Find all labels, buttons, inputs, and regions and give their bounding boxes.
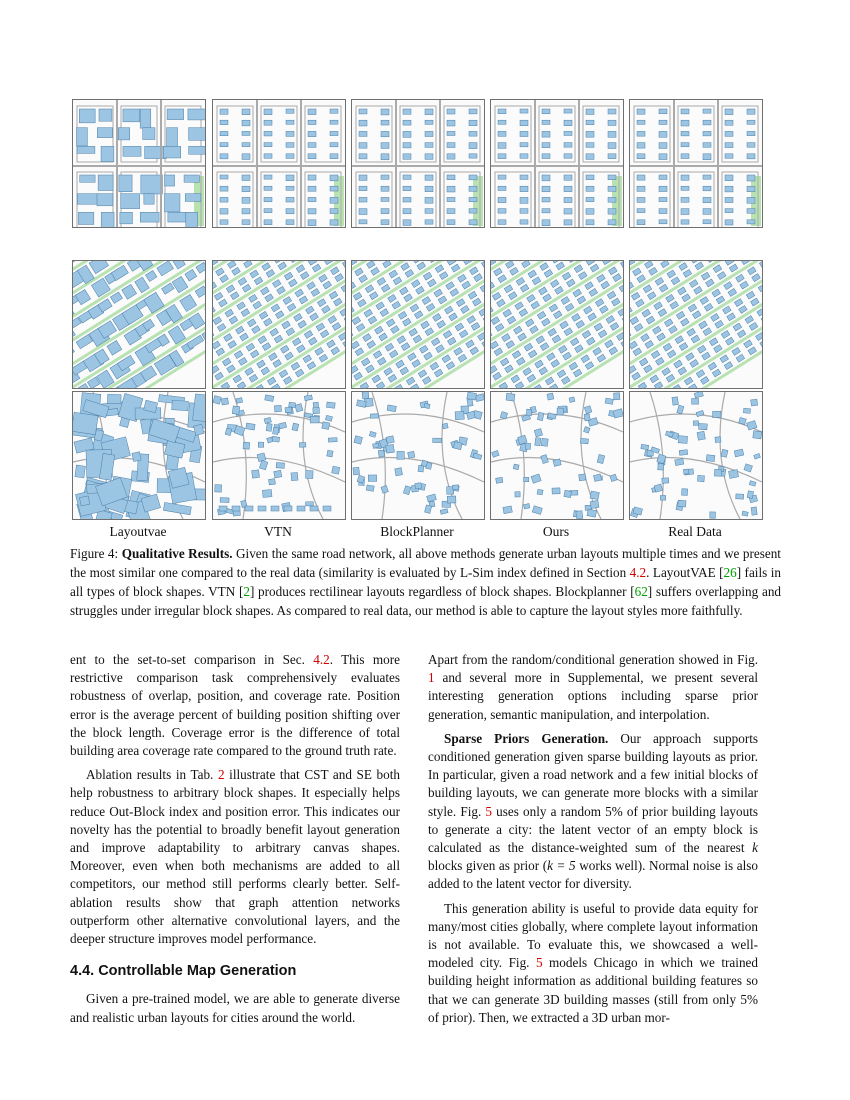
figure-ref[interactable]: 5	[485, 803, 493, 819]
layout-panel-real-data-row-2	[629, 260, 763, 389]
column-label: Real Data	[668, 524, 722, 539]
column-label: BlockPlanner	[380, 524, 454, 539]
layout-panel-ours-row-2	[490, 260, 624, 389]
section-ref[interactable]: 4.2	[313, 652, 330, 667]
layout-panel-layoutvae-row-3	[72, 391, 206, 520]
citation-ref[interactable]: 26	[723, 565, 737, 580]
layout-panel-blockplanner-row-3	[351, 391, 485, 520]
table-ref[interactable]: 2	[217, 767, 225, 783]
paragraph: This generation ability is useful to provide data equity for many/most cities globally, where complete layout information is not available. To evaluate this, we showcased a well-modeled city. Fig. 5 models Chicago in which we trained building height information as additional building features so that we can generate 3D building masses (still from only 5% of prior). Then, we extracted a 3D urban mor-	[428, 900, 758, 1025]
right-column	[428, 651, 758, 1033]
paragraph: Apart from the random/conditional generation showed in Fig. 1 and several more in Supplemental, we present several interesting generation options including sparse prior generation, semantic manipulation, and interpolation.	[428, 652, 758, 722]
citation-ref[interactable]: 2	[243, 584, 250, 599]
paragraph: Ablation results in Tab. 2 illustrate that CST and SE both help robustness to arbitrary block shapes. It especially helps reduce Out-Block index and position error. This indicates our novelty has the potential to broadly benefit layout generation and improve adaptability to arbitrary canvas shapes. Moreover, even when both mechanisms are added to all competitors, our method still performs clearly better. Self-ablation results show that graph attention networks outperform other alternative convolutional layers, and the deeper structure improves model performance.	[70, 767, 400, 947]
paragraph: ent to the set-to-set comparison in Sec. 4.2. This more restrictive comparison task comprehensively evaluates robustness of overlap, position, and coverage rate. Position error is the average percent of building position shifting over the block length. Coverage error is the difference of total building area coverage rate compared to the ground truth rate.	[70, 652, 400, 759]
layout-panel-blockplanner-row-1	[351, 99, 485, 228]
layout-panel-layoutvae-row-1	[72, 99, 206, 228]
column-label: VTN	[264, 524, 292, 539]
caption-label: Figure 4:	[70, 546, 119, 561]
layout-panel-blockplanner-row-2	[351, 260, 485, 389]
layout-panel-ours-row-3	[490, 391, 624, 520]
column-label: Ours	[542, 524, 570, 539]
layout-panel-vtn-row-2	[212, 260, 346, 389]
figure-ref[interactable]: 5	[535, 955, 543, 971]
citation-ref[interactable]: 62	[634, 584, 648, 599]
paragraph: Sparse Priors Generation. Our approach supports conditioned generation given sparse building layouts as prior. In particular, given a road network and a few initial blocks of building layouts, we can generate more blocks with a similar style. Fig. 5 uses only a random 5% of prior building layouts to generate a city: the latent vector of an empty block is calculated as the distance-weighted sum of the nearest k blocks given as prior (k = 5 works well). Normal noise is also added to the latent vector for diversity.	[428, 730, 759, 892]
layout-panel-real-data-row-3	[629, 391, 763, 520]
paragraph-heading: Sparse Priors Generation.	[444, 730, 609, 746]
figure-ref[interactable]: 1	[428, 670, 435, 686]
caption-title: Qualitative Results.	[121, 546, 233, 561]
layout-panel-layoutvae-row-2	[72, 260, 206, 389]
figure-caption: Figure 4: Qualitative Results. Given the same road network, all above methods generate urban layouts multiple times and we present the most similar one compared to the real data (similarity is evaluated by L-Sim index defined in Section 4.2. LayoutVAE [26] fails in all types of block shapes. VTN [2] produces rectilinear layouts regardless of block shapes. Blockplanner [62] suffers overlapping and struggles under irregular block shapes. As compared to real data, our method is able to capture the layout styles more faithfully.	[70, 546, 782, 618]
layout-panel-vtn-row-1	[212, 99, 346, 228]
layout-panel-ours-row-1	[490, 99, 624, 228]
layout-panel-vtn-row-3	[212, 391, 346, 520]
section-heading: 4.4. Controllable Map Generation	[70, 963, 297, 980]
column-label: Layoutvae	[109, 524, 167, 539]
left-column	[70, 651, 400, 1033]
section-ref[interactable]: 4.2	[629, 565, 647, 580]
layout-panel-real-data-row-1	[629, 99, 763, 228]
paragraph: Given a pre-trained model, we are able to generate diverse and realistic urban layouts for cities around the world.	[70, 991, 400, 1025]
qualitative-results-figure	[72, 99, 762, 519]
